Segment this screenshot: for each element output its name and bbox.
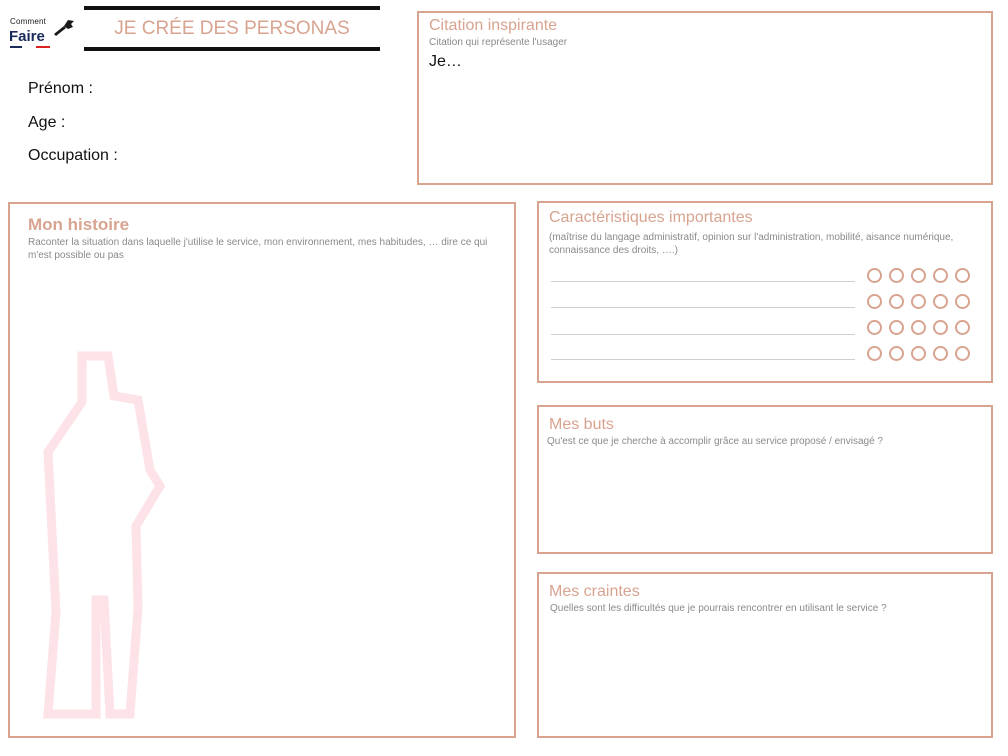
story-subtitle: Raconter la situation dans laquelle j'utilise le service, mon environnement, mes habitudes, … dire ce qui m'est possible ou pas bbox=[28, 237, 488, 261]
rating-dot[interactable] bbox=[933, 268, 948, 283]
rating-dot[interactable] bbox=[867, 294, 882, 309]
trait-line[interactable] bbox=[551, 307, 855, 308]
goals-subtitle: Qu'est ce que je cherche à accomplir grâce au service proposé / envisagé ? bbox=[547, 436, 883, 447]
rating-dot[interactable] bbox=[955, 346, 970, 361]
rating-dot[interactable] bbox=[889, 268, 904, 283]
rating-dot[interactable] bbox=[911, 346, 926, 361]
logo bbox=[8, 16, 78, 50]
occupation-field[interactable]: Occupation : bbox=[28, 147, 118, 164]
logo-line2: Faire bbox=[9, 28, 45, 45]
rating-dot[interactable] bbox=[867, 346, 882, 361]
rating-dot[interactable] bbox=[955, 268, 970, 283]
rating-dots[interactable] bbox=[867, 346, 970, 361]
rating-dots[interactable] bbox=[867, 294, 970, 309]
rating-dot[interactable] bbox=[889, 346, 904, 361]
page-title: JE CRÉE DES PERSONAS bbox=[114, 18, 350, 39]
rating-dot[interactable] bbox=[867, 268, 882, 283]
rating-dot[interactable] bbox=[955, 294, 970, 309]
quote-box[interactable] bbox=[417, 11, 993, 185]
logo-underline-blue bbox=[10, 46, 22, 48]
rating-dots[interactable] bbox=[867, 268, 970, 283]
rating-dot[interactable] bbox=[889, 320, 904, 335]
rating-dot[interactable] bbox=[911, 268, 926, 283]
story-box[interactable] bbox=[8, 202, 516, 738]
trait-line[interactable] bbox=[551, 334, 855, 335]
rating-dot[interactable] bbox=[889, 294, 904, 309]
goals-box[interactable] bbox=[537, 405, 993, 554]
header-rule-bottom bbox=[84, 47, 380, 51]
fears-title: Mes craintes bbox=[549, 583, 640, 600]
trait-line[interactable] bbox=[551, 281, 855, 282]
header-rule-top bbox=[84, 6, 380, 10]
story-title: Mon histoire bbox=[28, 215, 130, 234]
rating-dot[interactable] bbox=[933, 320, 948, 335]
rating-dot[interactable] bbox=[911, 320, 926, 335]
logo-underline-red bbox=[36, 46, 50, 48]
goals-title: Mes buts bbox=[549, 416, 614, 433]
logo-line1: Comment bbox=[10, 17, 47, 26]
rating-dot[interactable] bbox=[911, 294, 926, 309]
traits-title: Caractéristiques importantes bbox=[549, 209, 753, 226]
fears-subtitle: Quelles sont les difficultés que je pourrais rencontrer en utilisant le service ? bbox=[550, 603, 887, 614]
person-silhouette-icon bbox=[38, 350, 178, 720]
firstname-field[interactable]: Prénom : bbox=[28, 80, 93, 97]
rating-dot[interactable] bbox=[933, 346, 948, 361]
traits-box[interactable] bbox=[537, 201, 993, 383]
tool-icon bbox=[52, 18, 76, 40]
trait-line[interactable] bbox=[551, 359, 855, 360]
rating-dots[interactable] bbox=[867, 320, 970, 335]
traits-subtitle: (maîtrise du langage administratif, opinion sur l'administration, mobilité, aisance numérique, connaissance des droits, ….) bbox=[549, 232, 954, 256]
quote-title: Citation inspirante bbox=[429, 17, 558, 34]
fears-box[interactable] bbox=[537, 572, 993, 738]
rating-dot[interactable] bbox=[955, 320, 970, 335]
quote-body: Je… bbox=[429, 53, 462, 70]
quote-subtitle: Citation qui représente l'usager bbox=[429, 37, 568, 48]
rating-dot[interactable] bbox=[867, 320, 882, 335]
rating-dot[interactable] bbox=[933, 294, 948, 309]
age-field[interactable]: Age : bbox=[28, 114, 66, 131]
